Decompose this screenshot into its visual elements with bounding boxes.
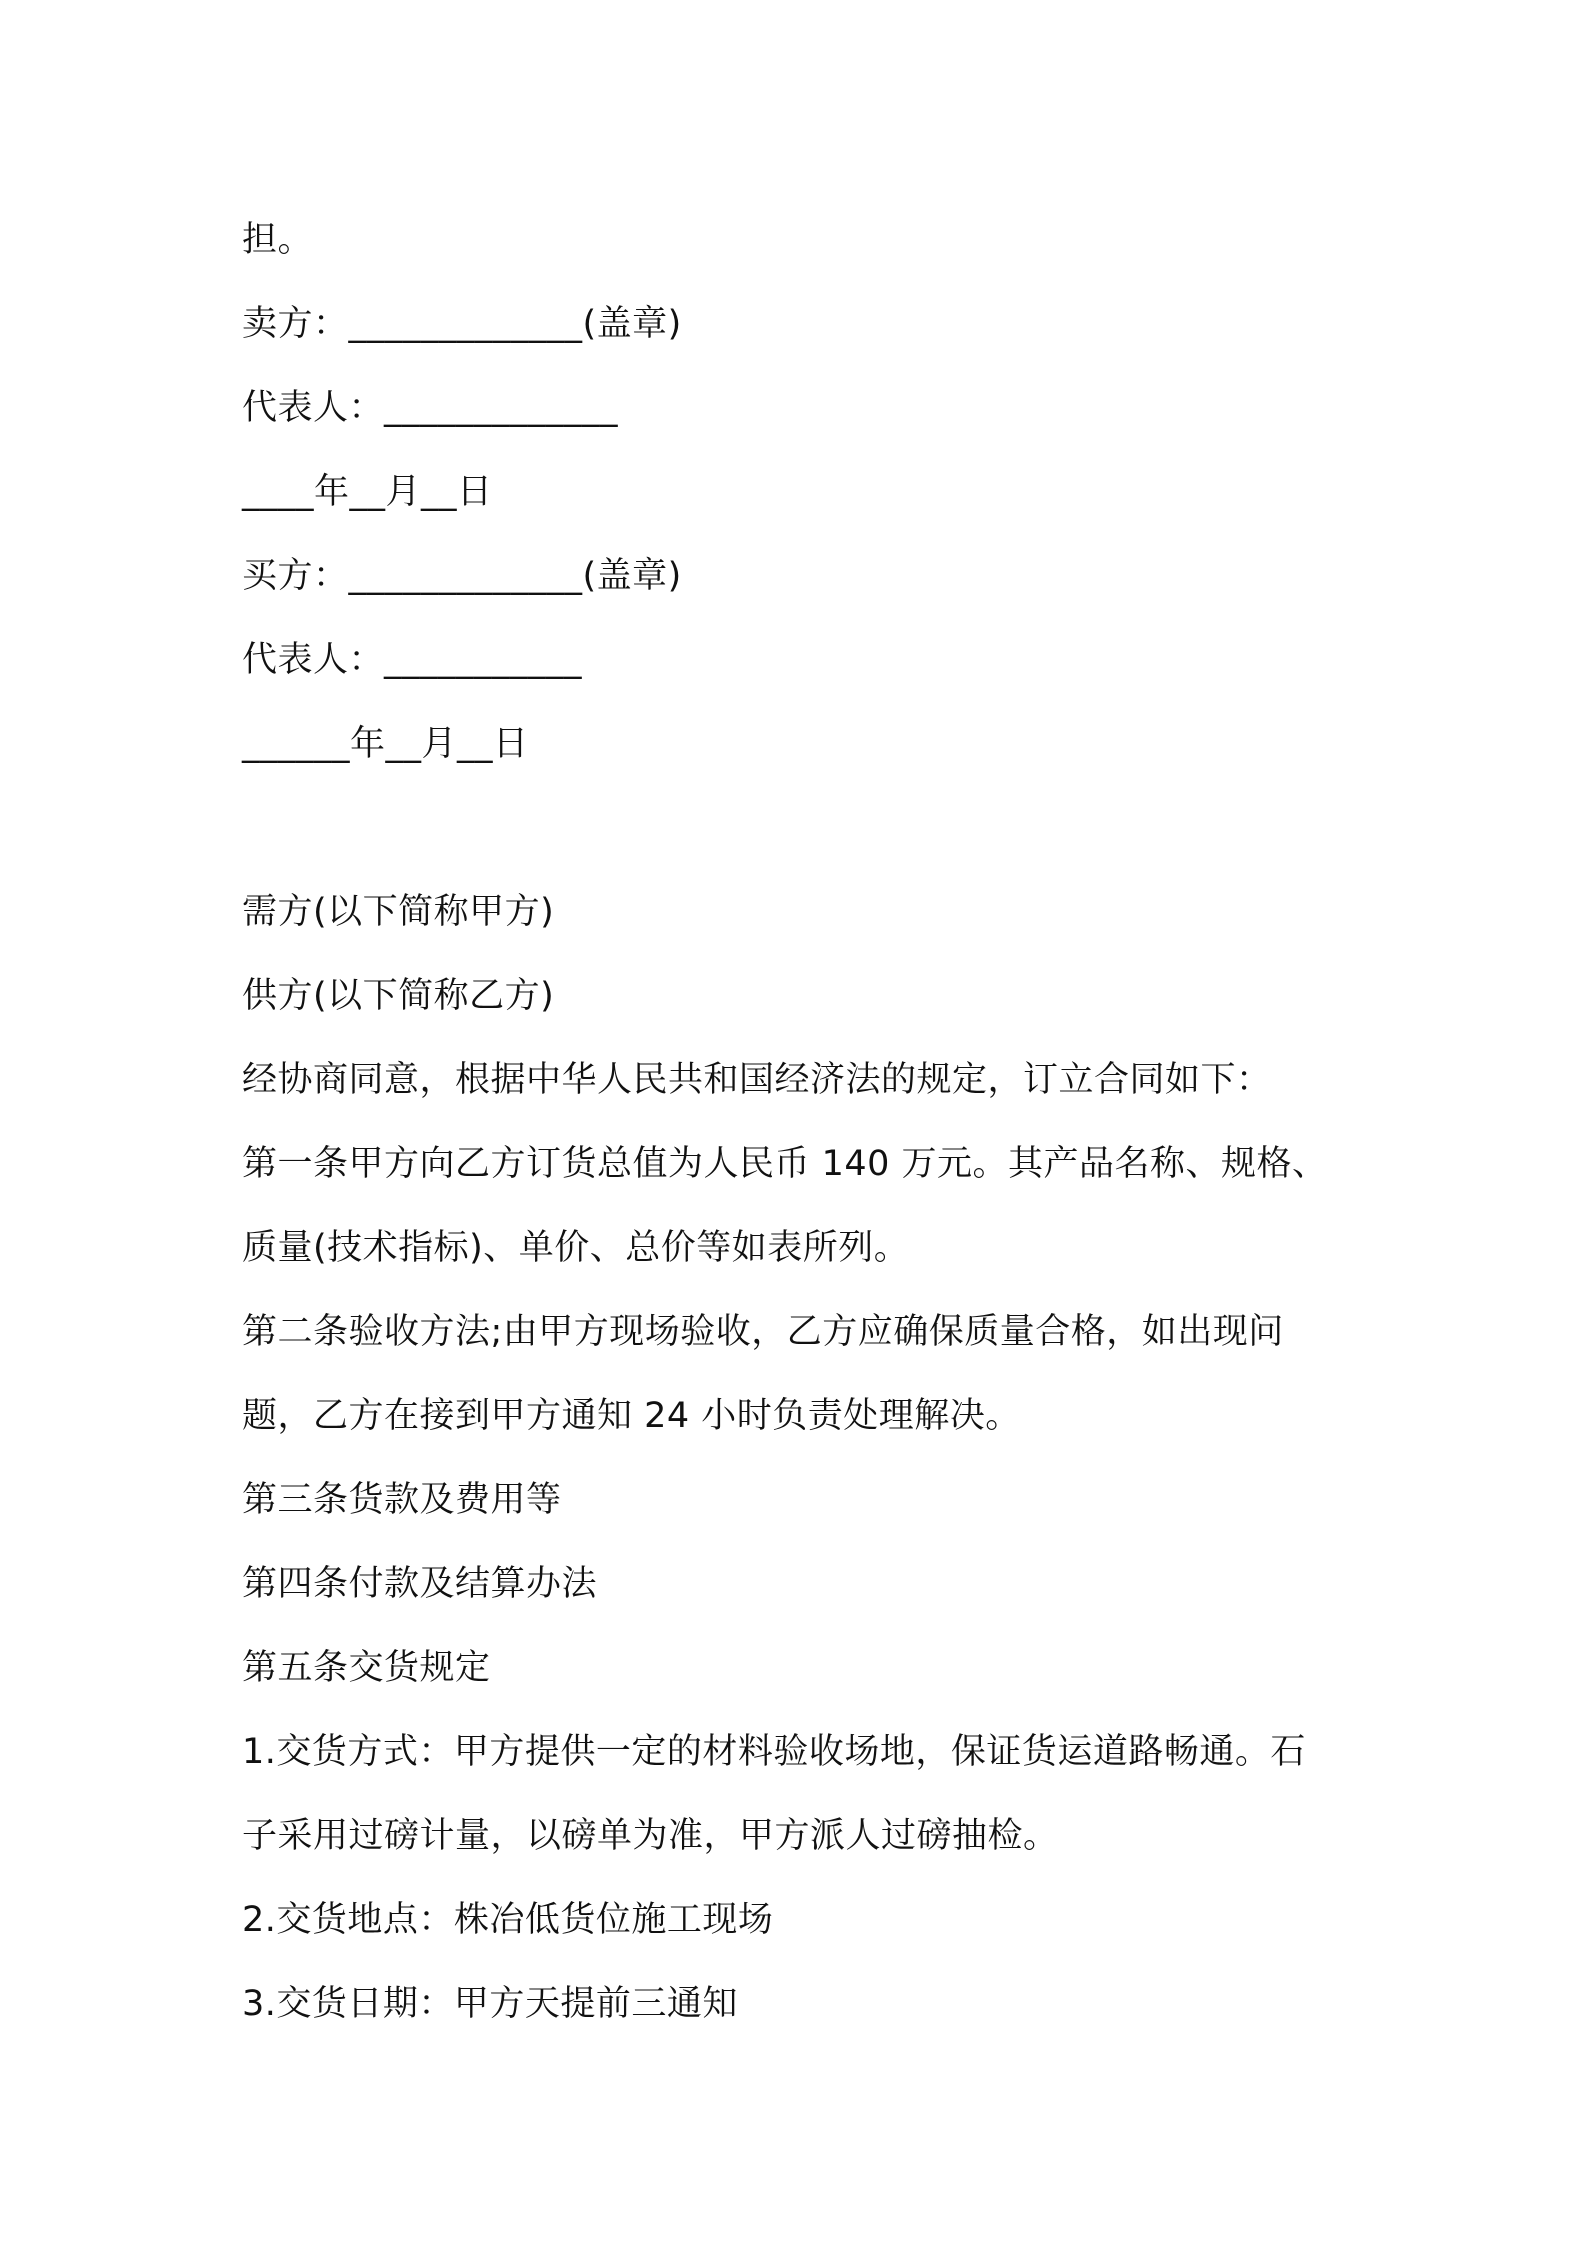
- article-four-line: 第四条付款及结算办法: [242, 1564, 598, 1604]
- delivery-method-line-1: 1.交货方式：甲方提供一定的材料验收场地，保证货运道路畅通。石: [242, 1732, 1306, 1772]
- supply-party-line: 供方(以下简称乙方): [242, 976, 555, 1016]
- article-one-line-1: 第一条甲方向乙方订货总值为人民币 140 万元。其产品名称、规格、: [242, 1144, 1328, 1184]
- agreement-intro-line: 经协商同意，根据中华人民共和国经济法的规定，订立合同如下：: [242, 1060, 1272, 1100]
- delivery-date-line: 3.交货日期：甲方天提前三通知: [242, 1984, 738, 2024]
- text-line-continuation: 担。: [242, 220, 314, 260]
- document-body: [242, 198, 1362, 2046]
- article-two-line-2: 题，乙方在接到甲方通知 24 小时负责处理解决。: [242, 1396, 1021, 1436]
- seller-date-line: ____年__月__日: [242, 472, 493, 512]
- article-one-line-2: 质量(技术指标)、单价、总价等如表所列。: [242, 1228, 910, 1268]
- section-spacer: [242, 786, 1362, 870]
- article-two-line-1: 第二条验收方法;由甲方现场验收，乙方应确保质量合格，如出现问: [242, 1312, 1284, 1352]
- delivery-location-line: 2.交货地点：株冶低货位施工现场: [242, 1900, 774, 1940]
- seller-signature-line: 卖方：_____________(盖章): [242, 304, 682, 344]
- demand-party-line: 需方(以下简称甲方): [242, 892, 555, 932]
- article-five-line: 第五条交货规定: [242, 1648, 491, 1688]
- delivery-method-line-2: 子采用过磅计量，以磅单为准，甲方派人过磅抽检。: [242, 1816, 1059, 1856]
- buyer-date-line: ______年__月__日: [242, 724, 529, 764]
- buyer-signature-line: 买方：_____________(盖章): [242, 556, 682, 596]
- article-three-line: 第三条货款及费用等: [242, 1480, 562, 1520]
- seller-representative-line: 代表人：_____________: [242, 388, 619, 428]
- buyer-representative-line: 代表人：___________: [242, 640, 583, 680]
